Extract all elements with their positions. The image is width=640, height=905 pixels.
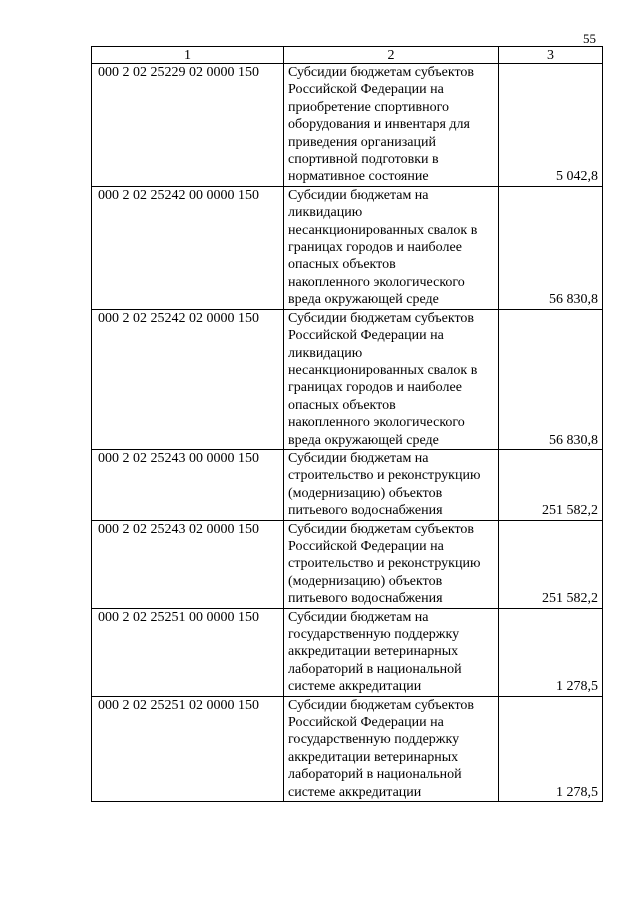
description-cell: [284, 520, 499, 608]
description-line: питьевого водоснабжения: [288, 591, 443, 607]
description-line: опасных объектов: [288, 397, 396, 413]
description-cell: [284, 309, 499, 449]
description-line: Субсидии бюджетам на: [288, 187, 429, 203]
table-row: [92, 449, 603, 520]
description-cell: [284, 64, 499, 187]
description-line: лабораторий в национальной: [288, 661, 462, 677]
description-line: вреда окружающей среде: [288, 432, 439, 448]
amount-cell: 56 830,8: [499, 186, 603, 309]
amount-cell: 1 278,5: [499, 608, 603, 696]
description-line: (модернизацию) объектов: [288, 485, 443, 501]
description-line: аккредитации ветеринарных: [288, 644, 459, 660]
description-line: государственную поддержку: [288, 732, 460, 748]
budget-code-cell: 000 2 02 25251 00 0000 150: [92, 608, 284, 696]
description-line: питьевого водоснабжения: [288, 503, 443, 519]
table-row: [92, 186, 603, 309]
description-line: ликвидацию: [288, 345, 363, 361]
description-line: опасных объектов: [288, 257, 396, 273]
table-body: [92, 47, 603, 802]
description-cell: [284, 608, 499, 696]
description-line: нормативное состояние: [288, 169, 429, 185]
description-line: Субсидии бюджетам субъектов: [288, 65, 475, 80]
description-line: Российской Федерации на: [288, 715, 444, 731]
description-cell: [284, 186, 499, 309]
description-line: вреда окружающей среде: [288, 292, 439, 308]
description-line: ликвидацию: [288, 205, 363, 221]
description-line: приведения организаций: [288, 134, 436, 150]
budget-code-cell: 000 2 02 25242 00 0000 150: [92, 186, 284, 309]
description-line: строительство и реконструкцию: [288, 556, 481, 572]
description-line: Субсидии бюджетам субъектов: [288, 521, 475, 537]
amount-cell: 56 830,8: [499, 309, 603, 449]
budget-code-cell: 000 2 02 25243 02 0000 150: [92, 520, 284, 608]
table-header-row: [92, 47, 603, 64]
amount-cell: 251 582,2: [499, 520, 603, 608]
description-line: приобретение спортивного: [288, 99, 449, 115]
description-line: границах городов и наиболее: [288, 240, 462, 256]
description-line: оборудования и инвентаря для: [288, 117, 470, 133]
description-line: строительство и реконструкцию: [288, 468, 481, 484]
header-column-code: 1: [92, 47, 284, 64]
description-line: несанкционированных свалок в: [288, 222, 478, 238]
description-cell: [284, 449, 499, 520]
description-line: накопленного экологического: [288, 415, 465, 431]
description-line: несанкционированных свалок в: [288, 362, 478, 378]
amount-cell: 5 042,8: [499, 64, 603, 187]
description-line: лабораторий в национальной: [288, 767, 462, 783]
header-column-name: 2: [284, 47, 499, 64]
budget-table: [91, 46, 603, 802]
table-row: [92, 64, 603, 187]
budget-code-cell: 000 2 02 25251 02 0000 150: [92, 696, 284, 801]
budget-code-cell: 000 2 02 25242 02 0000 150: [92, 309, 284, 449]
description-line: аккредитации ветеринарных: [288, 749, 459, 765]
description-line: системе аккредитации: [288, 784, 422, 800]
description-line: накопленного экологического: [288, 274, 465, 290]
description-line: границах городов и наиболее: [288, 380, 462, 396]
header-column-amount: 3: [499, 47, 603, 64]
budget-code-cell: 000 2 02 25243 00 0000 150: [92, 449, 284, 520]
description-line: спортивной подготовки в: [288, 152, 439, 168]
amount-cell: 1 278,5: [499, 696, 603, 801]
description-line: (модернизацию) объектов: [288, 573, 443, 589]
table-row: [92, 520, 603, 608]
description-line: государственную поддержку: [288, 627, 460, 642]
page-number: 55: [583, 31, 596, 46]
table-row: [92, 696, 603, 801]
description-cell: [284, 696, 499, 801]
table-row: [92, 608, 603, 696]
description-line: Субсидии бюджетам субъектов: [288, 697, 475, 713]
description-line: Субсидии бюджетам на: [288, 609, 429, 625]
budget-code-cell: 000 2 02 25229 02 0000 150: [92, 64, 284, 187]
description-line: Российской Федерации на: [288, 328, 444, 344]
description-line: Субсидии бюджетам на: [288, 450, 429, 466]
description-line: Субсидии бюджетам субъектов: [288, 310, 475, 326]
amount-cell: 251 582,2: [499, 449, 603, 520]
description-line: системе аккредитации: [288, 679, 422, 695]
table-row: [92, 309, 603, 449]
description-line: Российской Федерации на: [288, 82, 444, 98]
description-line: Российской Федерации на: [288, 538, 444, 554]
